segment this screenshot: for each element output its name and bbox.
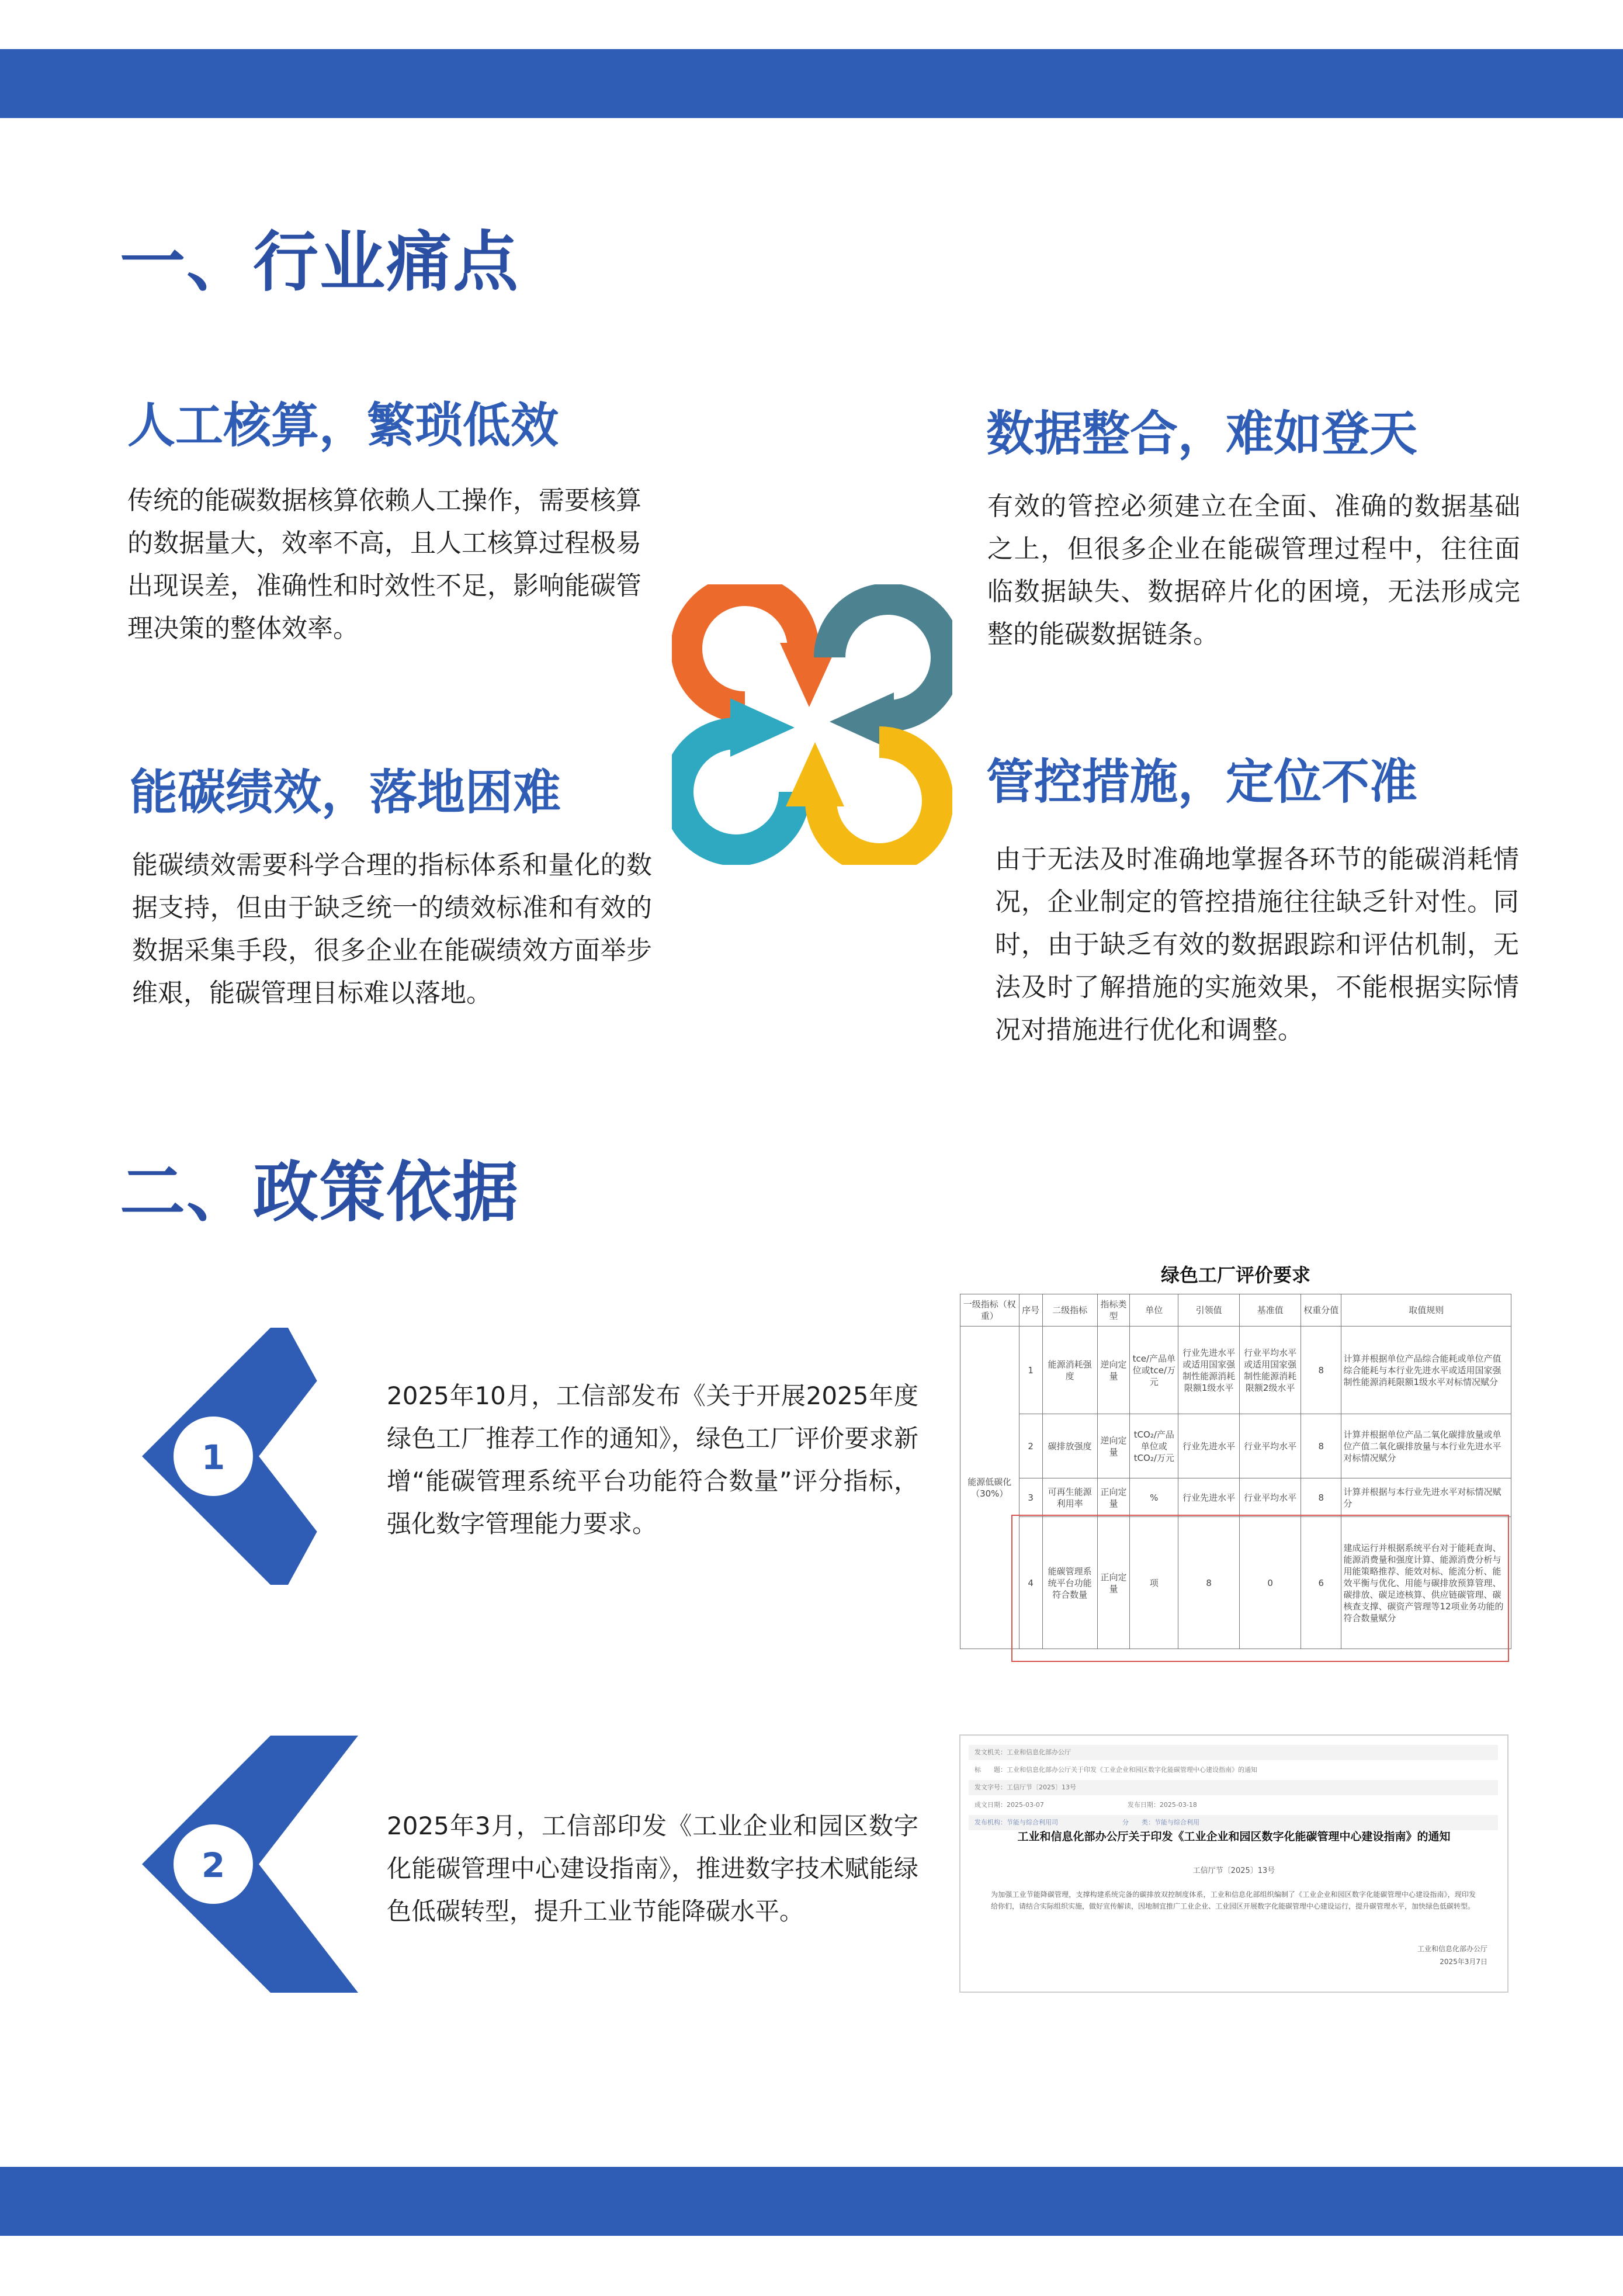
table-cell: 逆向定量: [1097, 1327, 1130, 1414]
table-cell: 行业先进水平或适用国家强制性能源消耗限额1级水平: [1178, 1327, 1240, 1414]
notice-meta-row: 成文日期：2025-03-07 发布日期：2025-03-18: [969, 1798, 1498, 1813]
table-header-row: [960, 1294, 1511, 1327]
table-cell: tce/产品单位或tce/万元: [1130, 1327, 1178, 1414]
table-cell: 逆向定量: [1097, 1414, 1130, 1478]
table-header-cell: 引领值: [1178, 1294, 1240, 1327]
green-factory-table: [960, 1294, 1511, 1649]
table-row: [960, 1517, 1511, 1649]
pain-point-text-data-integration: 有效的管控必须建立在全面、准确的数据基础之上，但很多企业在能碳管理过程中，往往面临数据缺失、数据碎片化的困境，无法形成完整的能碳数据链条。: [987, 491, 1520, 649]
pain-point-heading-carbon-performance: 能碳绩效，落地困难: [130, 765, 561, 820]
pain-point-heading-data-integration: 数据整合，难如登天: [986, 406, 1418, 462]
table-cell: 项: [1130, 1517, 1178, 1649]
green-factory-table-title: 绿色工厂评价要求: [1160, 1264, 1310, 1286]
notice-date: 2025年3月7日: [1440, 1958, 1487, 1966]
section-title-policy-basis: 二、政策依据: [120, 1155, 519, 1231]
table-cell: tCO₂/产品单位或tCO₂/万元: [1130, 1414, 1178, 1478]
notice-document-image: [959, 1734, 1508, 1993]
table-row: [960, 1414, 1511, 1478]
table-cell: 能源消耗强度: [1042, 1327, 1097, 1414]
table-cell: 1: [1019, 1327, 1042, 1414]
pain-point-text-manual-calc: 传统的能碳数据核算依赖人工操作，需要核算的数据量大，效率不高，且人工核算过程极易出现误差，准确性和时效性不足，影响能碳管理决策的整体效率。: [127, 486, 641, 643]
table-cell: %: [1130, 1478, 1178, 1517]
table-cell: 3: [1019, 1478, 1042, 1517]
table-cell: 计算并根据与本行业先进水平对标情况赋分: [1341, 1478, 1511, 1517]
table-row: [960, 1327, 1511, 1414]
table-header-cell: 基准值: [1240, 1294, 1301, 1327]
yellow-arrow-icon: [786, 742, 938, 859]
bottom-banner-bar: [0, 2167, 1623, 2236]
table-cell: 行业先进水平: [1178, 1478, 1240, 1517]
table-cell: 行业平均水平: [1240, 1414, 1301, 1478]
section-title-pain-points: 一、行业痛点: [120, 224, 519, 300]
pain-point-text-carbon-performance: 能碳绩效需要科学合理的指标体系和量化的数据支持，但由于缺乏统一的绩效标准和有效的数据采集手段，很多企业在能碳绩效方面举步维艰，能碳管理目标难以落地。: [132, 850, 652, 1008]
table-header-cell: 单位: [1130, 1294, 1178, 1327]
table-cell: 8: [1301, 1414, 1341, 1478]
table-cell: 可再生能源利用率: [1042, 1478, 1097, 1517]
notice-body: 为加强工业节能降碳管理，支撑构建系统完备的碳排放双控制度体系，工业和信息化部组织编制了《工业企业和园区数字化能碳管理中心建设指南》，现印发给你们，请结合实际组织实施，做好宣传解读，因地制宜推广工业企业、工业园区开展数字化能碳管理中心建设运行，提升碳管理水平，加快绿色低碳转型。: [991, 1890, 1476, 1910]
pain-point-heading-control-measures: 管控措施，定位不准: [986, 754, 1418, 810]
table-cell: 建成运行并根据系统平台对于能耗查询、能源消费量和强度计算、能源消费分析与用能策略推荐、能效对标、能流分析、能效平衡与优化、用能与碳排放预算管理、碳排放、碳足迹核算、供应链碳管理、碳核查支撑、碳资产管理等12项业务功能的符合数量赋分: [1341, 1517, 1511, 1649]
table-header-cell: 指标类型: [1097, 1294, 1130, 1327]
table-cell: 8: [1301, 1478, 1341, 1517]
notice-meta-row: 标 题：工业和信息化部办公厅关于印发《工业企业和园区数字化能碳管理中心建设指南》的通知: [969, 1762, 1498, 1778]
table-header-cell: 序号: [1019, 1294, 1042, 1327]
policy-2-chevron-badge: [142, 1736, 404, 1993]
table-cell: 正向定量: [1097, 1478, 1130, 1517]
table-cell: 6: [1301, 1517, 1341, 1649]
table-cell: 计算并根据单位产品二氧化碳排放量或单位产值二氧化碳排放量与本行业先进水平对标情况赋分: [1341, 1414, 1511, 1478]
notice-meta-block: [969, 1745, 1498, 1833]
table-cell: 碳排放强度: [1042, 1414, 1097, 1478]
table-cell: 2: [1019, 1414, 1042, 1478]
table-cell: 行业先进水平: [1178, 1414, 1240, 1478]
notice-meta-row: 发文字号：工信厅节〔2025〕13号: [969, 1780, 1498, 1795]
table-row: [960, 1478, 1511, 1517]
table-cell: 8: [1301, 1327, 1341, 1414]
table-header-cell: 权重分值: [1301, 1294, 1341, 1327]
four-arrow-cycle-icon: [672, 584, 952, 865]
policy-1-text: 2025年10月，工信部发布《关于开展2025年度绿色工厂推荐工作的通知》，绿色工厂评价要求新增“能碳管理系统平台功能符合数量”评分指标，强化数字管理能力要求。: [387, 1381, 918, 1538]
policy-2-text: 2025年3月，工信部印发《工业企业和园区数字化能碳管理中心建设指南》，推进数字技术赋能绿色低碳转型，提升工业节能降碳水平。: [387, 1812, 918, 1926]
table-cell: 行业平均水平: [1240, 1478, 1301, 1517]
policy-1-number: 1: [201, 1438, 226, 1477]
policy-2-number: 2: [201, 1845, 226, 1885]
top-banner-bar: [0, 49, 1623, 118]
green-factory-table-image: [958, 1256, 1513, 1665]
notice-meta-row: 发文机关：工业和信息化部办公厅: [969, 1745, 1498, 1760]
table-cell: 能碳管理系统平台功能符合数量: [1042, 1517, 1097, 1649]
table-cell: 正向定量: [1097, 1517, 1130, 1649]
pain-point-heading-manual-calc: 人工核算，繁琐低效: [127, 398, 559, 453]
notice-document-number: 工信厅节〔2025〕13号: [1192, 1866, 1275, 1875]
table-group-cell: 能源低碳化（30%）: [960, 1327, 1019, 1649]
table-cell: 8: [1178, 1517, 1240, 1649]
table-cell: 0: [1240, 1517, 1301, 1649]
table-header-cell: 取值规则: [1341, 1294, 1511, 1327]
notice-meta-row: 发布机构：节能与综合利用司 分 类：节能与综合利用: [969, 1815, 1498, 1830]
table-cell: 行业平均水平或适用国家强制性能源消耗限额2级水平: [1240, 1327, 1301, 1414]
policy-1-chevron-badge: [142, 1328, 404, 1585]
cyan-arrow-icon: [678, 698, 795, 850]
notice-signature: 工业和信息化部办公厅: [1417, 1945, 1487, 1953]
notice-title: 工业和信息化部办公厅关于印发《工业企业和园区数字化能碳管理中心建设指南》的通知: [1017, 1830, 1451, 1843]
table-header-cell: 一级指标（权重）: [960, 1294, 1019, 1327]
pain-point-text-control-measures: 由于无法及时准确地掌握各环节的能碳消耗情况，企业制定的管控措施往往缺乏针对性。同时，由于缺乏有效的数据跟踪和评估机制，无法及时了解措施的实施效果，不能根据实际情况对措施进行优化和调整。: [995, 844, 1519, 1045]
table-cell: 计算并根据单位产品综合能耗或单位产值综合能耗与本行业先进水平或适用国家强制性能源消耗限额1级水平对标情况赋分: [1341, 1327, 1511, 1414]
table-header-cell: 二级指标: [1042, 1294, 1097, 1327]
table-cell: 4: [1019, 1517, 1042, 1649]
